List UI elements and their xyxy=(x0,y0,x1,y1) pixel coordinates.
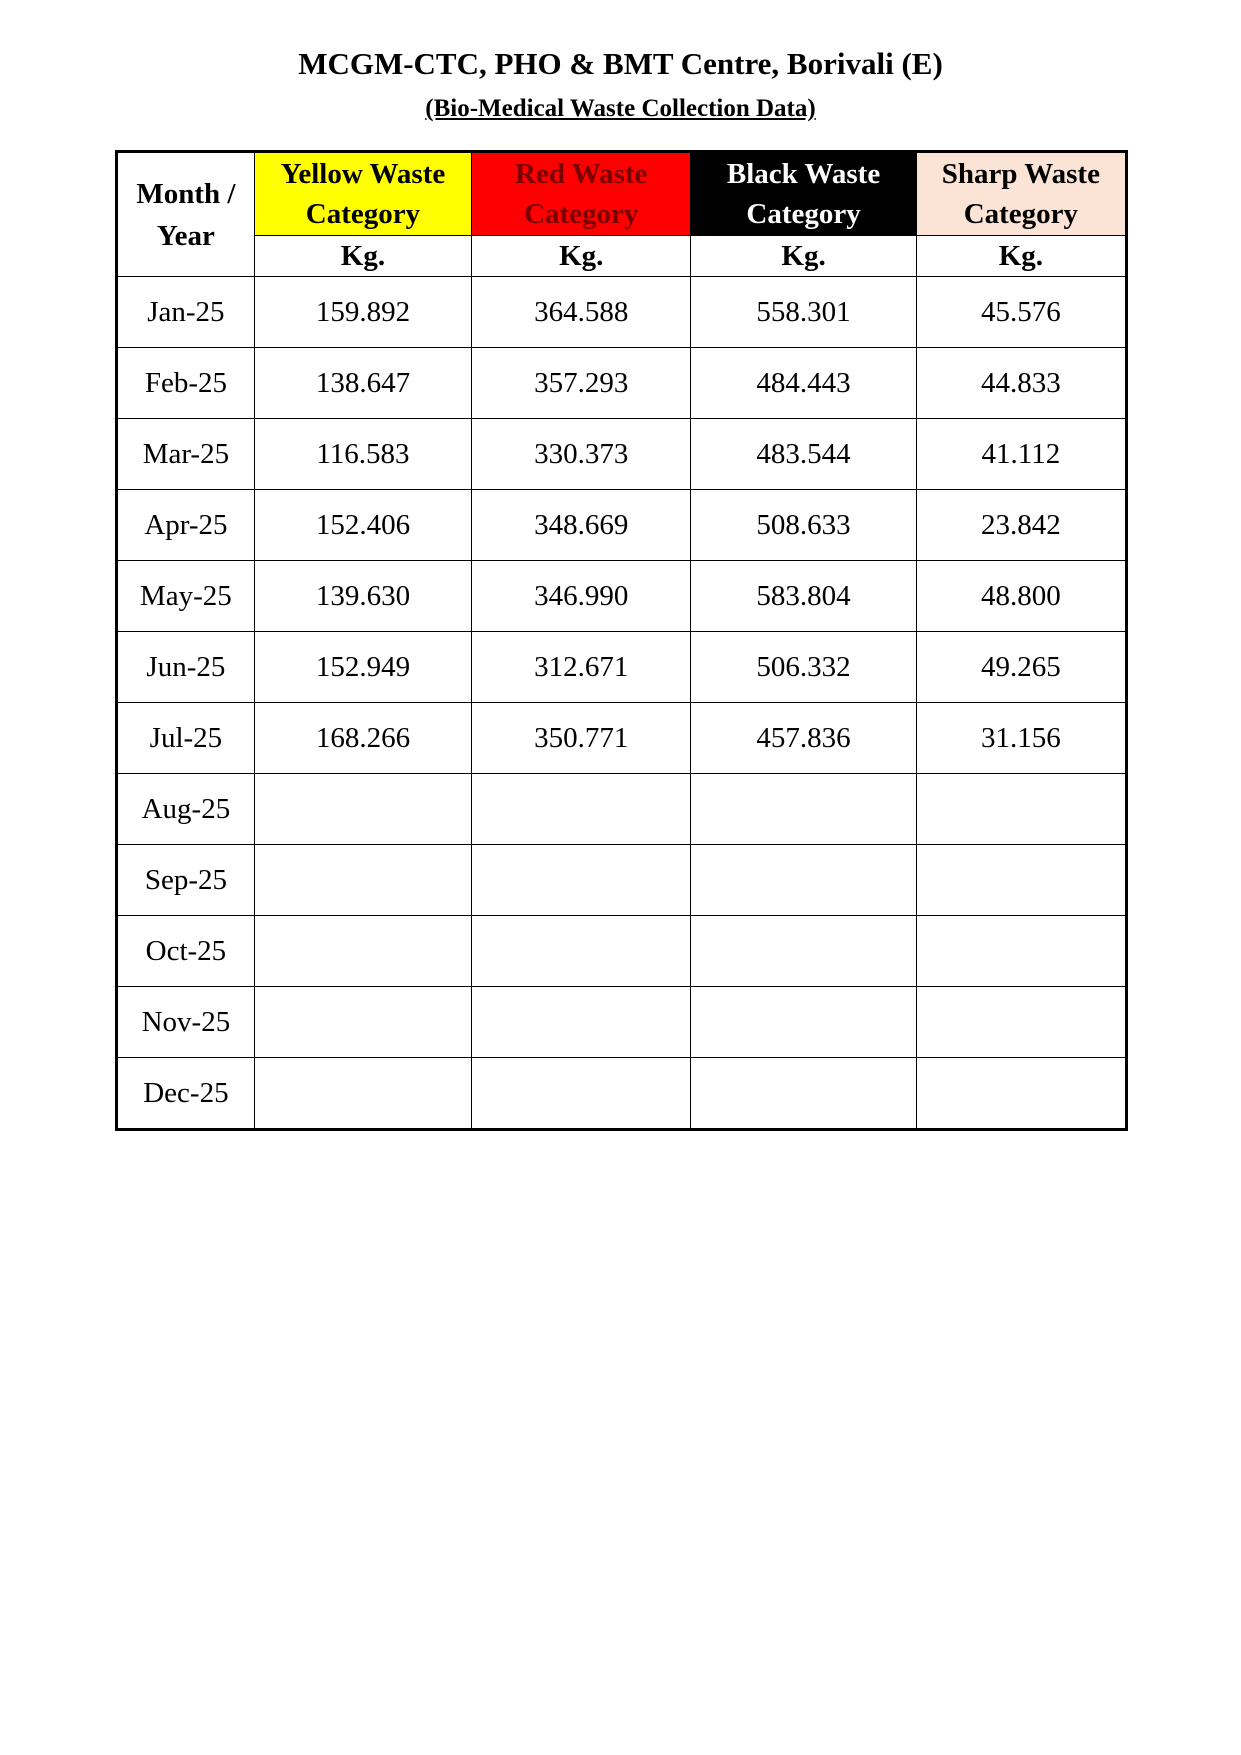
table-row xyxy=(117,632,1127,703)
black-value-cell xyxy=(691,774,916,845)
black-value-cell xyxy=(691,845,916,916)
yellow-value-cell: 139.630 xyxy=(254,561,471,632)
yellow-value-cell: 152.406 xyxy=(254,490,471,561)
sharp-value-cell: 48.800 xyxy=(916,561,1126,632)
month-cell: Apr-25 xyxy=(117,490,255,561)
table-row xyxy=(117,348,1127,419)
table-row xyxy=(117,1058,1127,1130)
red-value-cell xyxy=(472,845,691,916)
yellow-value-cell xyxy=(254,987,471,1058)
black-value-cell: 583.804 xyxy=(691,561,916,632)
table-row xyxy=(117,277,1127,348)
month-cell: Aug-25 xyxy=(117,774,255,845)
yellow-value-cell: 152.949 xyxy=(254,632,471,703)
red-value-cell: 364.588 xyxy=(472,277,691,348)
red-value-cell: 348.669 xyxy=(472,490,691,561)
month-cell: Mar-25 xyxy=(117,419,255,490)
sharp-value-cell xyxy=(916,987,1126,1058)
waste-collection-table xyxy=(115,150,1128,1131)
sharp-value-cell: 41.112 xyxy=(916,419,1126,490)
table-row xyxy=(117,561,1127,632)
month-cell: Oct-25 xyxy=(117,916,255,987)
red-unit-header: Kg. xyxy=(472,236,691,277)
black-value-cell: 457.836 xyxy=(691,703,916,774)
sharp-value-cell: 45.576 xyxy=(916,277,1126,348)
month-cell: Jul-25 xyxy=(117,703,255,774)
black-unit-header: Kg. xyxy=(691,236,916,277)
sharp-category-header: Sharp Waste Category xyxy=(916,152,1126,236)
yellow-value-cell xyxy=(254,774,471,845)
black-value-cell: 558.301 xyxy=(691,277,916,348)
subtitle-text: (Bio-Medical Waste Collection Data) xyxy=(425,95,816,122)
red-value-cell: 330.373 xyxy=(472,419,691,490)
month-cell: Feb-25 xyxy=(117,348,255,419)
table-row xyxy=(117,774,1127,845)
table-row xyxy=(117,916,1127,987)
red-value-cell xyxy=(472,774,691,845)
sharp-value-cell xyxy=(916,916,1126,987)
sharp-value-cell: 49.265 xyxy=(916,632,1126,703)
black-value-cell xyxy=(691,1058,916,1130)
unit-header-row xyxy=(117,236,1127,277)
red-value-cell xyxy=(472,916,691,987)
yellow-value-cell xyxy=(254,916,471,987)
month-cell: Dec-25 xyxy=(117,1058,255,1130)
table-row xyxy=(117,419,1127,490)
category-header-row xyxy=(117,152,1127,236)
red-category-header: Red Waste Category xyxy=(472,152,691,236)
black-category-header: Black Waste Category xyxy=(691,152,916,236)
yellow-value-cell: 168.266 xyxy=(254,703,471,774)
month-cell: Jun-25 xyxy=(117,632,255,703)
document-subtitle xyxy=(0,96,1241,121)
document-title: MCGM-CTC, PHO & BMT Centre, Borivali (E) xyxy=(298,46,943,81)
yellow-value-cell: 159.892 xyxy=(254,277,471,348)
red-value-cell: 357.293 xyxy=(472,348,691,419)
black-value-cell xyxy=(691,987,916,1058)
black-value-cell xyxy=(691,916,916,987)
black-value-cell: 484.443 xyxy=(691,348,916,419)
month-cell: Nov-25 xyxy=(117,987,255,1058)
table-row xyxy=(117,703,1127,774)
sharp-value-cell xyxy=(916,774,1126,845)
month-year-header: Month / Year xyxy=(117,152,255,277)
yellow-value-cell: 116.583 xyxy=(254,419,471,490)
black-value-cell: 483.544 xyxy=(691,419,916,490)
yellow-value-cell xyxy=(254,1058,471,1130)
sharp-value-cell xyxy=(916,845,1126,916)
red-value-cell: 346.990 xyxy=(472,561,691,632)
sharp-value-cell: 44.833 xyxy=(916,348,1126,419)
table-row xyxy=(117,490,1127,561)
red-value-cell xyxy=(472,1058,691,1130)
sharp-value-cell: 31.156 xyxy=(916,703,1126,774)
sharp-value-cell xyxy=(916,1058,1126,1130)
red-value-cell xyxy=(472,987,691,1058)
month-cell: Jan-25 xyxy=(117,277,255,348)
table-row xyxy=(117,845,1127,916)
table-row xyxy=(117,987,1127,1058)
yellow-category-header: Yellow Waste Category xyxy=(254,152,471,236)
sharp-value-cell: 23.842 xyxy=(916,490,1126,561)
sharp-unit-header: Kg. xyxy=(916,236,1126,277)
black-value-cell: 506.332 xyxy=(691,632,916,703)
red-value-cell: 350.771 xyxy=(472,703,691,774)
month-cell: Sep-25 xyxy=(117,845,255,916)
yellow-value-cell xyxy=(254,845,471,916)
yellow-unit-header: Kg. xyxy=(254,236,471,277)
black-value-cell: 508.633 xyxy=(691,490,916,561)
red-value-cell: 312.671 xyxy=(472,632,691,703)
month-cell: May-25 xyxy=(117,561,255,632)
yellow-value-cell: 138.647 xyxy=(254,348,471,419)
